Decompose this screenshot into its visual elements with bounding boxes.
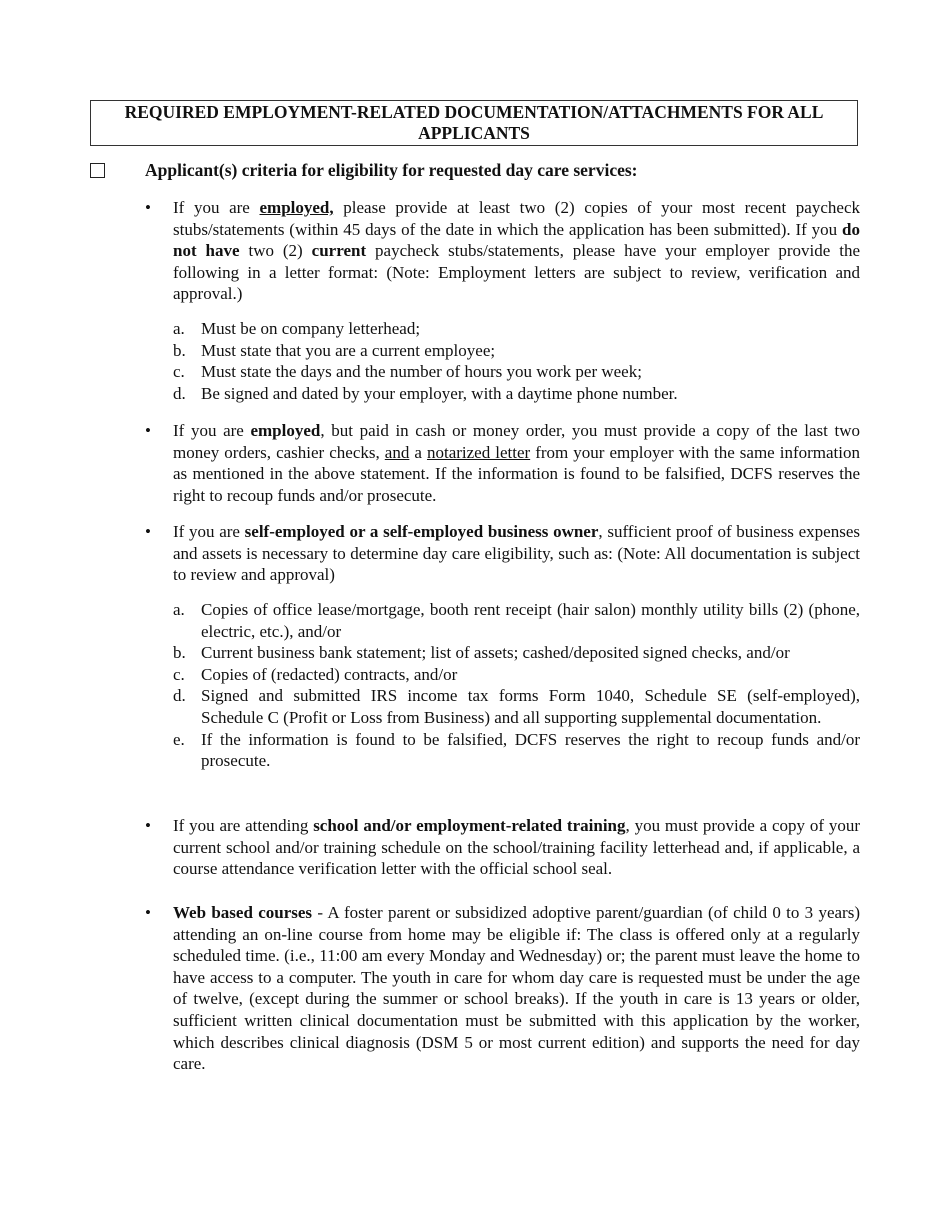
bullet-cash-paid	[145, 420, 860, 506]
list-item: d. Be signed and dated by your employer, with a daytime phone number.	[173, 383, 678, 403]
bullet-web-courses	[145, 902, 860, 1075]
list-item: c. Copies of (redacted) contracts, and/or	[173, 664, 458, 684]
bullet-marker: •	[145, 421, 151, 440]
bullet-employed-text: If you are employed, please provide at least two (2) copies of your most recent paycheck stubs/statements (within 45 days of the date in which the application has been submitted). If you do not have two (2) current paycheck stubs/statements, please have your employer provide the following in a letter format: (Note: Employment letters are subject to review, verification and approval.)	[173, 198, 860, 304]
list-item: b. Must state that you are a current employee;	[173, 340, 496, 360]
bullet-marker: •	[145, 816, 151, 835]
bullet-marker: •	[145, 903, 151, 922]
bullet-marker: •	[145, 198, 151, 217]
list-item: e. If the information is found to be falsified, DCFS reserves the right to recoup funds and/or prosecute.	[173, 729, 860, 771]
self-employed-proof-list	[173, 599, 860, 772]
eligibility-checkbox[interactable]	[90, 163, 105, 178]
list-item: a. Must be on company letterhead;	[173, 319, 421, 338]
list-item: c. Must state the days and the number of hours you work per week;	[173, 362, 642, 382]
list-item: a. Copies of office lease/mortgage, booth rent receipt (hair salon) monthly utility bills (2) (phone, electric, etc.), and/or	[173, 600, 860, 641]
bullet-school-training	[145, 815, 860, 880]
employer-letter-requirements	[173, 318, 860, 404]
bullet-marker: •	[145, 522, 151, 541]
document-title: REQUIRED EMPLOYMENT-RELATED DOCUMENTATION/ATTACHMENTS FOR ALL APPLICANTS	[90, 100, 858, 146]
bullet-school-training-text: If you are attending school and/or employment-related training, you must provide a copy of your current school and/or training schedule on the school/training facility letterhead and, if applicable, a course attendance verification letter with the official school seal.	[173, 816, 860, 879]
list-item: d. Signed and submitted IRS income tax forms Form 1040, Schedule SE (self-employed), Schedule C (Profit or Loss from Business) and all supporting supplemental documentation.	[173, 686, 860, 727]
bullet-cash-paid-text: If you are employed, but paid in cash or money order, you must provide a copy of the last two money orders, cashier checks, and a notarized letter from your employer with the same information as mentioned in the above statement. If the information is found to be falsified, DCFS reserves the right to recoup funds and/or prosecute.	[173, 421, 861, 505]
eligibility-heading: Applicant(s) criteria for eligibility for requested day care services:	[145, 160, 638, 180]
bullet-self-employed-text: If you are self-employed or a self-employed business owner, sufficient proof of business expenses and assets is necessary to determine day care eligibility, such as: (Note: All documentation is subject to review and approval)	[173, 522, 860, 585]
list-item: b. Current business bank statement; list of assets; cashed/deposited signed checks, and/or	[173, 643, 790, 663]
bullet-employed	[145, 197, 860, 305]
bullet-web-courses-text: Web based courses - A foster parent or subsidized adoptive parent/guardian (of child 0 to 3 years) attending an on-line course from home may be eligible if: The class is offered only at a regularly scheduled time. (i.e., 11:00 am every Monday and Wednesday) or; the parent must leave the home to have access to a computer. The youth in care for whom day care is requested must be under the age of twelve, (except during the summer or school breaks). If the youth in care is 13 years or older, sufficient written clinical documentation must be submitted with this application by the worker, which describes clinical diagnosis (DSM 5 or most current edition) and supports the need for day care.	[173, 903, 860, 1074]
bullet-self-employed	[145, 521, 860, 586]
